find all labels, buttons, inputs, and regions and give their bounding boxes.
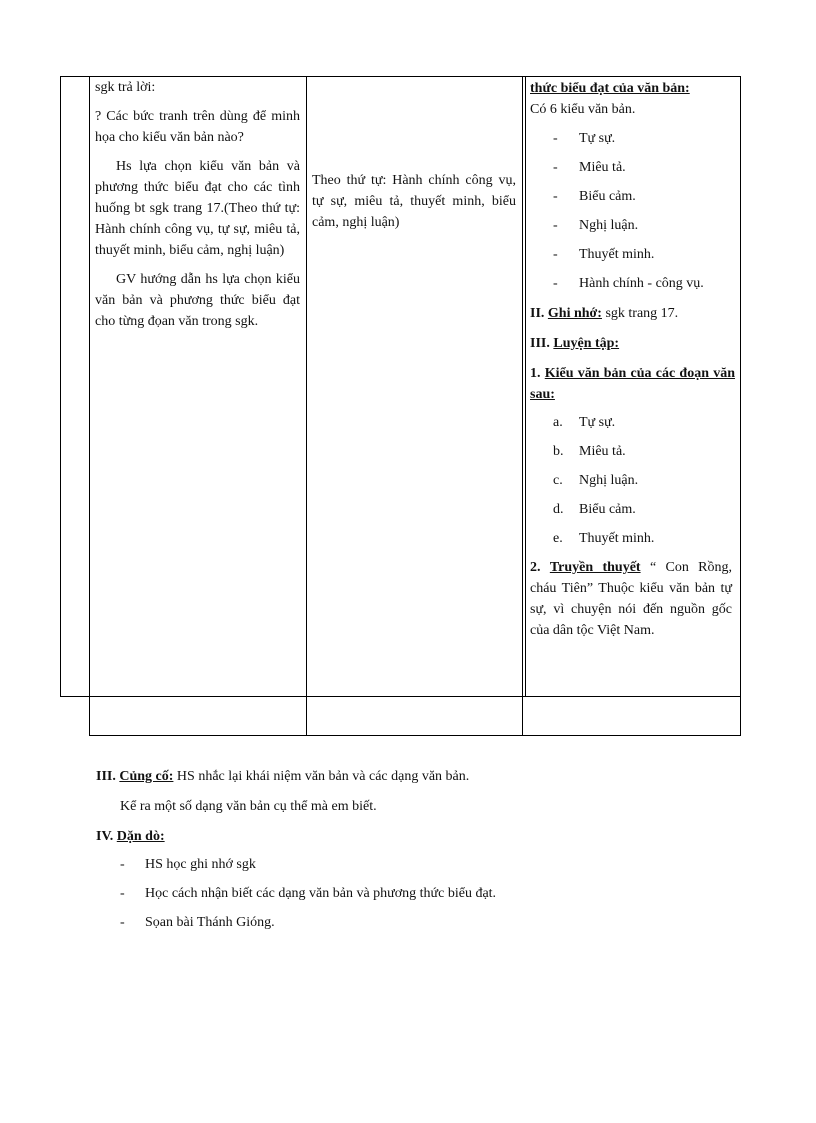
cung-co-line <box>96 766 469 787</box>
table-rule <box>89 76 90 736</box>
list-item: - <box>120 915 125 930</box>
list-item-text: Thuyết minh. <box>579 247 655 262</box>
exercise-1-title <box>530 363 735 405</box>
list-item-text: Nghị luận. <box>579 218 639 233</box>
exercise-number: 1. <box>530 366 541 381</box>
exercise-title: Truyền thuyết <box>549 560 641 575</box>
list-item: - <box>553 218 558 233</box>
section-heading: thức biểu đạt của văn bản: <box>530 81 690 96</box>
list-item-text: Biểu cảm. <box>579 189 636 204</box>
answer-text: Nghị luận. <box>579 473 639 488</box>
col1-paragraph: GV hướng dẫn hs lựa chọn kiểu văn bản và phương thức biểu đạt cho từng đọan văn trong sgk. <box>95 272 300 329</box>
table-rule <box>60 76 61 697</box>
list-item: - <box>120 886 125 901</box>
answer-letter: a. <box>553 415 563 430</box>
col1-paragraph: Hs lựa chọn kiểu văn bản và phương thức biểu đạt cho các tình huống bt sgk trang 17.(Theo thứ tự: Hành chính công vụ, tự sự, miêu tả, thuyết minh, biểu cảm, nghị luận) <box>95 159 300 258</box>
list-item: - <box>553 160 558 175</box>
list-item: - <box>553 276 558 291</box>
table-rule <box>740 76 741 736</box>
section-number: IV. <box>96 829 114 844</box>
list-item: - <box>553 189 558 204</box>
ghi-nho-label: Ghi nhớ: <box>547 306 602 321</box>
col2-text: Theo thứ tự: Hành chính công vụ, tự sự, miêu tả, thuyết minh, biểu cảm, nghị luận) <box>312 173 516 230</box>
list-item-text: Tự sự. <box>579 131 616 146</box>
list-item-text: Sọan bài Thánh Gióng. <box>145 915 275 930</box>
list-item-text: Học cách nhận biết các dạng văn bản và phương thức biểu đạt. <box>145 886 497 901</box>
table-rule <box>60 696 741 697</box>
ghi-nho-line <box>530 303 735 324</box>
list-item: - <box>120 857 125 872</box>
ghi-nho-text: sgk trang 17. <box>605 306 679 321</box>
answer-letter: d. <box>553 502 564 517</box>
list-item-text: Miêu tả. <box>579 160 626 175</box>
section-number: III. <box>96 769 116 784</box>
student-activity-cell <box>312 170 516 233</box>
list-item-text: Hành chính - công vụ. <box>579 276 704 291</box>
list-item-text: HS học ghi nhớ sgk <box>145 857 256 872</box>
col1-question: ? Các bức tranh trên dùng để minh họa cho kiểu văn bản nào? <box>95 109 300 145</box>
answer-letter: b. <box>553 444 564 459</box>
exercise-text: “ Con Rồng, cháu Tiên” Thuộc kiểu văn bản tự sự, vì chuyện nói đến nguồn gốc của dân tộc Việt Nam. <box>530 560 733 638</box>
dan-do-label: Dặn dò: <box>116 829 165 844</box>
cung-co-text: HS nhắc lại khái niệm văn bản và các dạng văn bản. <box>176 769 470 784</box>
table-rule <box>306 76 307 736</box>
answer-letter: e. <box>553 531 563 546</box>
table-rule <box>525 76 526 697</box>
table-rule <box>522 76 523 736</box>
cung-co-label: Củng cố: <box>119 769 174 784</box>
exercise-2 <box>530 557 732 641</box>
list-item: - <box>553 131 558 146</box>
luyen-tap-label: Luyện tập: <box>553 336 620 351</box>
section-intro: Có 6 kiểu văn bản. <box>530 102 636 117</box>
section-number: II. <box>530 306 545 321</box>
answer-text: Miêu tả. <box>579 444 626 459</box>
section-number: III. <box>530 336 550 351</box>
cung-co-line-2: Kể ra một số dạng văn bản cụ thể mà em biết. <box>120 799 377 814</box>
luyen-tap-line <box>530 333 735 354</box>
exercise-title: Kiểu văn bản của các đoạn văn sau: <box>530 366 735 402</box>
content-cell <box>530 78 732 120</box>
answer-text: Biểu cảm. <box>579 502 636 517</box>
dan-do-line <box>96 826 165 847</box>
col1-line: sgk trả lời: <box>95 80 156 95</box>
answer-text: Thuyết minh. <box>579 531 655 546</box>
exercise-number: 2. <box>530 560 541 575</box>
teacher-activity-cell <box>95 77 300 332</box>
table-rule <box>89 735 741 736</box>
answer-text: Tự sự. <box>579 415 616 430</box>
list-item: - <box>553 247 558 262</box>
answer-letter: c. <box>553 473 563 488</box>
